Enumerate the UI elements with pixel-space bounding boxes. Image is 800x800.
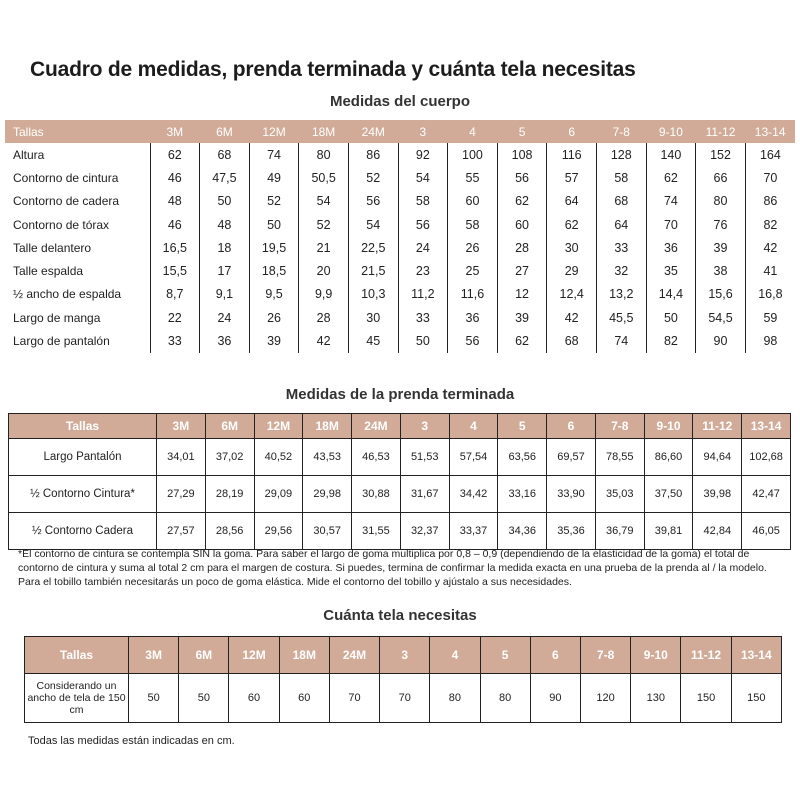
- table-cell: 60: [279, 674, 329, 723]
- table-cell: 27,29: [157, 476, 206, 513]
- table-cell: 50: [129, 674, 179, 723]
- table-cell: 21: [299, 236, 349, 259]
- table-cell: 9,1: [200, 283, 250, 306]
- footnote: *El contorno de cintura se contempla SIN la goma. Para saber el largo de goma multiplica por 0,8 – 0,9 (dependiendo de la elasticidad de la goma) el total de contorno de cintura y suma al total 2 cm para el margen de costura. Si puedes, termina de confirmar la medida exacta en una prueba de la prenda al / la modelo. Para el tobillo también necesitarás un poco de goma elástica. Mide el contorno del tobillo y ajústalo a sus necesidades.: [18, 548, 767, 588]
- units-note: Todas las medidas están indicadas en cm.: [28, 735, 235, 747]
- table-cell: 70: [329, 674, 379, 723]
- table-cell: 12: [497, 283, 547, 306]
- table-cell: 33,90: [547, 476, 596, 513]
- table-cell: 108: [497, 143, 547, 166]
- table-cell: 86,60: [644, 439, 693, 476]
- table-cell: 54: [348, 213, 398, 236]
- table-cell: 36: [646, 236, 696, 259]
- size-header-cell: 7-8: [596, 120, 646, 143]
- table-cell: 80: [299, 143, 349, 166]
- table-cell: 32,37: [400, 513, 449, 550]
- size-header-cell: 18M: [303, 414, 352, 439]
- table-cell: 60: [448, 190, 498, 213]
- table-cell: 13,2: [596, 283, 646, 306]
- size-header-cell: 11-12: [696, 120, 746, 143]
- table-cell: 30: [547, 236, 597, 259]
- table-cell: 27: [497, 259, 547, 282]
- table-cell: 29,09: [254, 476, 303, 513]
- table-cell: 130: [631, 674, 681, 723]
- table-cell: 54: [299, 190, 349, 213]
- table-cell: 50: [398, 329, 448, 352]
- table-cell: 64: [596, 213, 646, 236]
- table-cell: 20: [299, 259, 349, 282]
- table-row: [5, 236, 795, 259]
- table-cell: 52: [299, 213, 349, 236]
- size-header-cell: 13-14: [731, 637, 781, 674]
- fabric-section-title: Cuánta tela necesitas: [323, 607, 477, 624]
- table-cell: 22: [150, 306, 200, 329]
- table-cell: 48: [200, 213, 250, 236]
- table-cell: 64: [547, 190, 597, 213]
- size-header-cell: 6M: [200, 120, 250, 143]
- table-cell: 42: [547, 306, 597, 329]
- table-cell: 50: [200, 190, 250, 213]
- table-cell: 56: [348, 190, 398, 213]
- size-header-cell: 6M: [179, 637, 229, 674]
- table-row: [5, 166, 795, 189]
- size-header-cell: 18M: [299, 120, 349, 143]
- table-cell: 116: [547, 143, 597, 166]
- table-cell: 15,6: [696, 283, 746, 306]
- row-label: ½ ancho de espalda: [5, 283, 150, 306]
- table-cell: 9,9: [299, 283, 349, 306]
- row-label: Largo de manga: [5, 306, 150, 329]
- table-cell: 74: [596, 329, 646, 352]
- table-cell: 29: [547, 259, 597, 282]
- table-cell: 69,57: [547, 439, 596, 476]
- table-cell: 33: [150, 329, 200, 352]
- table-cell: 62: [150, 143, 200, 166]
- table-cell: 29,56: [254, 513, 303, 550]
- table-cell: 8,7: [150, 283, 200, 306]
- row-label: Contorno de tórax: [5, 213, 150, 236]
- table-cell: 17: [200, 259, 250, 282]
- table-cell: 150: [731, 674, 781, 723]
- table-cell: 52: [348, 166, 398, 189]
- table-cell: 94,64: [693, 439, 742, 476]
- table-cell: 52: [249, 190, 299, 213]
- table-row: [9, 513, 791, 550]
- table-cell: 42,47: [742, 476, 791, 513]
- size-header-cell: 6: [547, 120, 597, 143]
- body-measurements-table: [5, 120, 795, 353]
- finished-garment-table: [8, 413, 791, 550]
- table-cell: 57,54: [449, 439, 498, 476]
- table-cell: 23: [398, 259, 448, 282]
- table-cell: 46,05: [742, 513, 791, 550]
- table-cell: 43,53: [303, 439, 352, 476]
- table-cell: 100: [448, 143, 498, 166]
- table-row: [5, 190, 795, 213]
- table-cell: 31,55: [352, 513, 401, 550]
- table-cell: 150: [681, 674, 731, 723]
- table-cell: 80: [696, 190, 746, 213]
- garment-section-title: Medidas de la prenda terminada: [285, 386, 515, 403]
- size-header-cell: 3M: [129, 637, 179, 674]
- table-cell: 76: [696, 213, 746, 236]
- size-header-cell: 7-8: [580, 637, 630, 674]
- table-cell: 30,57: [303, 513, 352, 550]
- table-cell: 36,79: [595, 513, 644, 550]
- table-cell: 37,50: [644, 476, 693, 513]
- size-header-cell: 5: [480, 637, 530, 674]
- table-cell: 50,5: [299, 166, 349, 189]
- table-cell: 68: [547, 329, 597, 352]
- table-cell: 34,01: [157, 439, 206, 476]
- row-label: Largo de pantalón: [5, 329, 150, 352]
- size-header-cell: 13-14: [745, 120, 795, 143]
- size-header-cell: 3: [380, 637, 430, 674]
- row-label: Altura: [5, 143, 150, 166]
- table-cell: 32: [596, 259, 646, 282]
- row-label: Contorno de cadera: [5, 190, 150, 213]
- table-cell: 29,98: [303, 476, 352, 513]
- table-cell: 33: [596, 236, 646, 259]
- table-cell: 45,5: [596, 306, 646, 329]
- table-cell: 62: [547, 213, 597, 236]
- table-cell: 16,5: [150, 236, 200, 259]
- table-row: [9, 476, 791, 513]
- table-cell: 70: [646, 213, 696, 236]
- table-cell: 82: [646, 329, 696, 352]
- table-cell: 50: [179, 674, 229, 723]
- size-header-cell: 9-10: [631, 637, 681, 674]
- table-cell: 70: [763, 170, 778, 185]
- table-cell: 33: [398, 306, 448, 329]
- table-cell: 66: [696, 166, 746, 189]
- size-header-cell: 12M: [249, 120, 299, 143]
- table-cell: 48: [150, 190, 200, 213]
- table-cell: 24: [398, 236, 448, 259]
- table-cell: 12,4: [547, 283, 597, 306]
- table-cell: 55: [448, 166, 498, 189]
- size-header-cell: 13-14: [742, 414, 791, 439]
- table-cell: 16,8: [758, 287, 783, 302]
- table-cell: 18: [200, 236, 250, 259]
- page-title: Cuadro de medidas, prenda terminada y cuánta tela necesitas: [30, 58, 636, 81]
- table-row: [5, 143, 795, 166]
- table-cell: 40,52: [254, 439, 303, 476]
- body-section-title: Medidas del cuerpo: [329, 93, 471, 110]
- table-cell: 14,4: [646, 283, 696, 306]
- row-label: Considerando un ancho de tela de 150 cm: [25, 674, 129, 723]
- table-cell: 35,36: [547, 513, 596, 550]
- row-label: ½ Contorno Cintura*: [9, 476, 157, 513]
- size-header-cell: 9-10: [646, 120, 696, 143]
- table-cell: 164: [759, 147, 781, 162]
- size-header-cell: 18M: [279, 637, 329, 674]
- table-cell: 36: [200, 329, 250, 352]
- size-header-cell: 9-10: [644, 414, 693, 439]
- table-cell: 39: [696, 236, 746, 259]
- table-cell: 82: [763, 217, 778, 232]
- size-header-cell: 6: [530, 637, 580, 674]
- size-header-cell: 6: [547, 414, 596, 439]
- table-row: [25, 674, 782, 723]
- table-header-row: [9, 414, 791, 439]
- table-cell: 39: [497, 306, 547, 329]
- table-cell: 74: [249, 143, 299, 166]
- size-header-cell: 6M: [205, 414, 254, 439]
- table-cell: 47,5: [200, 166, 250, 189]
- table-cell: 63,56: [498, 439, 547, 476]
- table-cell: 58: [448, 213, 498, 236]
- table-cell: 80: [480, 674, 530, 723]
- table-cell: 152: [696, 143, 746, 166]
- table-header-row: [5, 120, 795, 143]
- table-cell: 35: [646, 259, 696, 282]
- table-cell: 50: [646, 306, 696, 329]
- size-header-cell: 3: [398, 120, 448, 143]
- table-row: [9, 439, 791, 476]
- size-header-cell: 24M: [348, 120, 398, 143]
- table-cell: 98: [763, 334, 778, 349]
- table-cell: 11,2: [398, 283, 448, 306]
- table-cell: 35,03: [595, 476, 644, 513]
- size-header-cell: 4: [449, 414, 498, 439]
- table-cell: 25: [448, 259, 498, 282]
- table-cell: 128: [596, 143, 646, 166]
- fabric-needed-table: [24, 636, 782, 723]
- table-cell: 42: [299, 329, 349, 352]
- table-cell: 59: [763, 310, 778, 325]
- table-header-row: [25, 637, 782, 674]
- table-cell: 46,53: [352, 439, 401, 476]
- table-cell: 50: [249, 213, 299, 236]
- table-cell: 57: [547, 166, 597, 189]
- table-cell: 38: [696, 259, 746, 282]
- table-cell: 41: [763, 264, 778, 279]
- size-header-cell: 3M: [150, 120, 200, 143]
- size-header-label: Tallas: [9, 414, 157, 439]
- table-cell: 62: [646, 166, 696, 189]
- table-row: [5, 259, 795, 282]
- size-header-cell: 11-12: [693, 414, 742, 439]
- table-cell: 54: [398, 166, 448, 189]
- table-cell: 54,5: [696, 306, 746, 329]
- size-header-cell: 24M: [329, 637, 379, 674]
- table-row: [5, 329, 795, 352]
- table-cell: 68: [200, 143, 250, 166]
- row-label: Talle espalda: [5, 259, 150, 282]
- size-header-cell: 11-12: [681, 637, 731, 674]
- table-cell: 58: [596, 166, 646, 189]
- table-cell: 24: [200, 306, 250, 329]
- row-label: Contorno de cintura: [5, 166, 150, 189]
- table-cell: 34,42: [449, 476, 498, 513]
- table-cell: 62: [497, 329, 547, 352]
- table-cell: 30: [348, 306, 398, 329]
- table-cell: 33,37: [449, 513, 498, 550]
- table-cell: 120: [580, 674, 630, 723]
- row-label: ½ Contorno Cadera: [9, 513, 157, 550]
- table-cell: 70: [380, 674, 430, 723]
- table-cell: 74: [646, 190, 696, 213]
- table-cell: 92: [398, 143, 448, 166]
- table-row: [5, 213, 795, 236]
- table-cell: 62: [497, 190, 547, 213]
- table-cell: 90: [696, 329, 746, 352]
- table-cell: 9,5: [249, 283, 299, 306]
- table-cell: 49: [249, 166, 299, 189]
- table-cell: 33,16: [498, 476, 547, 513]
- table-cell: 37,02: [205, 439, 254, 476]
- table-cell: 56: [497, 166, 547, 189]
- size-header-cell: 3M: [157, 414, 206, 439]
- table-cell: 42,84: [693, 513, 742, 550]
- table-cell: 42: [763, 240, 778, 255]
- table-cell: 90: [530, 674, 580, 723]
- table-cell: 31,67: [400, 476, 449, 513]
- table-cell: 60: [497, 213, 547, 236]
- table-cell: 34,36: [498, 513, 547, 550]
- table-cell: 15,5: [150, 259, 200, 282]
- table-cell: 46: [150, 213, 200, 236]
- table-cell: 30,88: [352, 476, 401, 513]
- row-label: Talle delantero: [5, 236, 150, 259]
- table-cell: 58: [398, 190, 448, 213]
- size-header-cell: 5: [498, 414, 547, 439]
- table-cell: 80: [430, 674, 480, 723]
- table-cell: 60: [229, 674, 279, 723]
- table-cell: 39,98: [693, 476, 742, 513]
- table-cell: 56: [398, 213, 448, 236]
- size-header-label: Tallas: [5, 120, 150, 143]
- table-cell: 51,53: [400, 439, 449, 476]
- size-header-cell: 4: [430, 637, 480, 674]
- table-cell: 21,5: [348, 259, 398, 282]
- size-header-cell: 7-8: [595, 414, 644, 439]
- table-cell: 86: [763, 194, 778, 209]
- table-row: [5, 283, 795, 306]
- table-cell: 36: [448, 306, 498, 329]
- table-cell: 45: [348, 329, 398, 352]
- table-cell: 28: [299, 306, 349, 329]
- table-cell: 68: [596, 190, 646, 213]
- table-cell: 19,5: [249, 236, 299, 259]
- row-label: Largo Pantalón: [9, 439, 157, 476]
- table-cell: 26: [448, 236, 498, 259]
- table-cell: 56: [448, 329, 498, 352]
- table-cell: 39: [249, 329, 299, 352]
- table-cell: 10,3: [348, 283, 398, 306]
- table-cell: 39,81: [644, 513, 693, 550]
- table-cell: 140: [646, 143, 696, 166]
- table-cell: 46: [150, 166, 200, 189]
- table-cell: 26: [249, 306, 299, 329]
- table-cell: 28: [497, 236, 547, 259]
- table-cell: 28,19: [205, 476, 254, 513]
- table-cell: 78,55: [595, 439, 644, 476]
- size-header-cell: 3: [400, 414, 449, 439]
- table-cell: 11,6: [448, 283, 498, 306]
- table-cell: 27,57: [157, 513, 206, 550]
- size-header-cell: 4: [448, 120, 498, 143]
- table-cell: 22,5: [348, 236, 398, 259]
- table-cell: 86: [348, 143, 398, 166]
- size-header-cell: 12M: [229, 637, 279, 674]
- size-header-cell: 24M: [352, 414, 401, 439]
- table-row: [5, 306, 795, 329]
- table-cell: 18,5: [249, 259, 299, 282]
- size-header-label: Tallas: [25, 637, 129, 674]
- table-cell: 102,68: [742, 439, 791, 476]
- table-cell: 28,56: [205, 513, 254, 550]
- size-header-cell: 12M: [254, 414, 303, 439]
- size-header-cell: 5: [497, 120, 547, 143]
